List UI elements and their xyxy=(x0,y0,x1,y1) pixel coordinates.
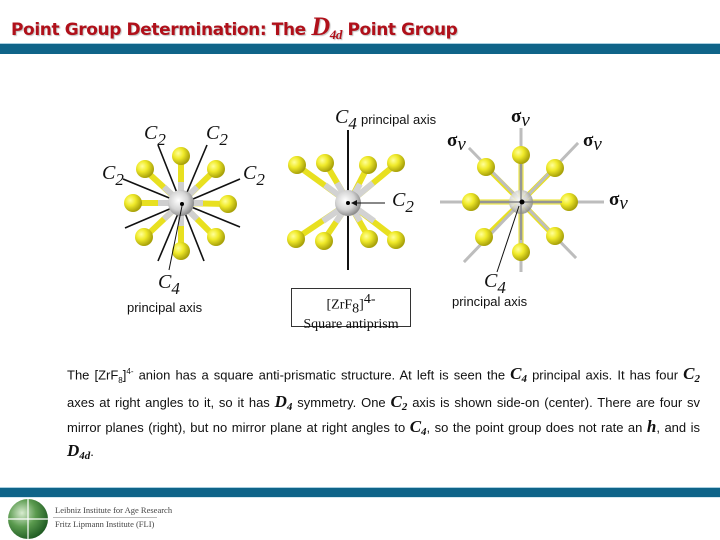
math-d4d: D4d xyxy=(67,441,91,463)
right-sigma-v-upper-left: σv xyxy=(447,130,466,155)
math-c4: C4 xyxy=(510,364,527,386)
right-sigma-v-top: σv xyxy=(511,106,530,131)
left-principal-axis-caption: principal axis xyxy=(127,300,203,315)
math-d4: D4 xyxy=(274,392,293,414)
left-c2-label-2: $C_2$ xyxy=(206,122,228,149)
math-c2: C2 xyxy=(683,364,701,386)
left-c4-label: $C_4$ xyxy=(158,271,180,298)
left-c2-label-4: $C_2$ xyxy=(243,162,265,189)
left-c2-label-3: $C_2$ xyxy=(102,162,124,189)
right-sigma-v-right: σv xyxy=(609,189,628,214)
title-symbol: D4d xyxy=(311,12,342,42)
explanation-paragraph: The $[ZrF_8]^{4-}$ anion has a square anti-prismatic structure. At left is seen the C4 principal axis. It has four C2 axes at right angles to it, so it has D4 symmetry. One C2 axis is shown side-on (center). There are four sv mirror planes (right), but no mirror plane at right angles to C4, so the point group does not rate an h, and is D4d. xyxy=(67,364,701,463)
logo-line-2: Fritz Lipmann Institute (FLI) xyxy=(55,519,155,529)
formula-caption: Square antiprism xyxy=(303,317,399,333)
title-prefix: Point Group Determination: The xyxy=(11,20,312,40)
right-principal-axis-caption: principal axis xyxy=(452,294,528,309)
fli-logo-icon xyxy=(7,498,49,540)
right-sigma-v-upper-right: σv xyxy=(583,130,602,155)
title-suffix: Point Group xyxy=(341,20,458,40)
logo-line-1: Leibniz Institute for Age Research xyxy=(55,505,173,515)
formula-text: $[ZrF_8]^{4-}$ xyxy=(326,292,376,317)
formula-box xyxy=(291,288,411,333)
left-molecule xyxy=(123,145,240,270)
center-principal-axis-caption: principal axis xyxy=(361,112,437,127)
left-c2-label-1: $C_2$ xyxy=(144,122,166,149)
center-molecule xyxy=(287,130,405,270)
math-c2-b: C2 xyxy=(390,392,408,414)
footer-bar xyxy=(0,487,720,498)
math-c4-b: C4 xyxy=(409,416,427,438)
center-c2-label: $C_2$ xyxy=(392,189,414,216)
center-c4-label: $C_4$ xyxy=(335,106,357,133)
logo-divider xyxy=(53,517,157,518)
right-c4-label: $C_4$ xyxy=(484,270,506,297)
math-h: h xyxy=(646,416,657,436)
